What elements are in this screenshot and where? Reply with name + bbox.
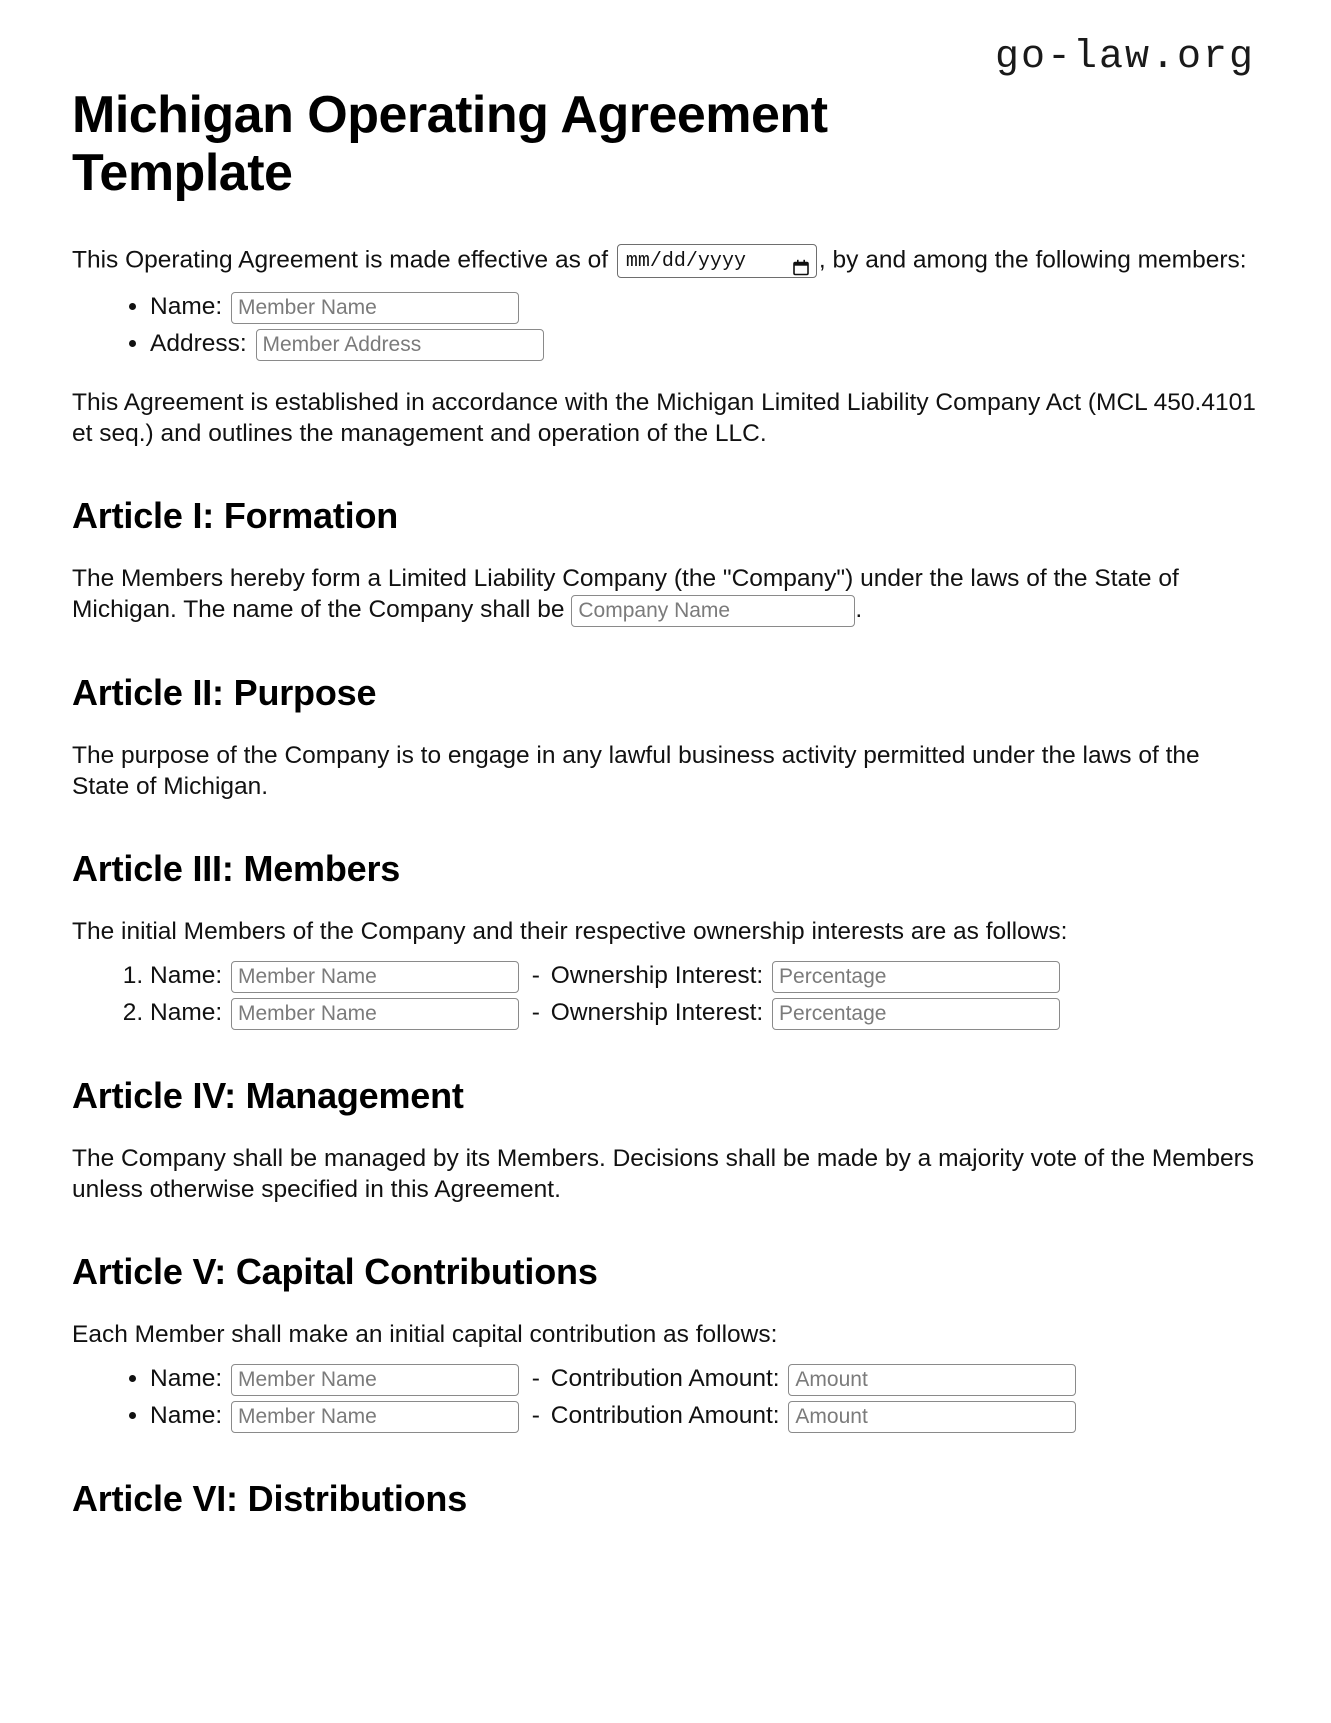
ownership-interest-input[interactable] (772, 961, 1060, 993)
member-name-input[interactable] (231, 961, 519, 993)
row-separator: - (531, 962, 540, 990)
ownership-interest-label: Ownership Interest: (550, 999, 764, 1027)
member-name-label: Name: (150, 1402, 223, 1430)
member-name-input[interactable] (231, 998, 519, 1030)
row-separator: - (531, 1365, 540, 1393)
row-separator: - (531, 1402, 540, 1430)
list-item (150, 996, 1259, 1030)
contribution-amount-input[interactable] (788, 1364, 1076, 1396)
article-v-contribution-list (72, 1362, 1259, 1433)
row-separator: - (531, 999, 540, 1027)
member-name-input[interactable] (231, 1364, 519, 1396)
list-item (150, 290, 1259, 324)
article-i-paragraph (72, 563, 1259, 627)
heading-article-ii: Article II: Purpose (72, 671, 377, 713)
list-item (150, 1399, 1259, 1433)
article-v-paragraph: Each Member shall make an initial capital contribution as follows: (72, 1321, 778, 1348)
company-name-input[interactable] (571, 595, 855, 627)
heading-article-iii: Article III: Members (72, 847, 401, 889)
accordance-paragraph: This Agreement is established in accordance with the Michigan Limited Liability Company Act (MCL 450.4101 et seq.) and outlines the management and operation of the LLC. (72, 389, 1256, 448)
ownership-interest-label: Ownership Interest: (550, 962, 764, 990)
page-title: Michigan Operating Agreement Template (72, 86, 828, 203)
heading-article-i: Article I: Formation (72, 494, 399, 536)
effective-date-input[interactable] (617, 244, 817, 278)
site-watermark: go-law.org (994, 35, 1255, 80)
list-item (150, 1362, 1259, 1396)
calendar-icon[interactable] (793, 253, 809, 270)
intro-paragraph (72, 244, 1259, 278)
article-iii-paragraph: The initial Members of the Company and their respective ownership interests are as follows: (72, 917, 1068, 945)
heading-article-v: Article V: Capital Contributions (72, 1250, 598, 1292)
member-name-label: Name: (150, 962, 223, 990)
page-bottom-spacer (72, 1520, 1259, 1640)
member-name-input[interactable] (231, 292, 519, 324)
list-item (150, 959, 1259, 993)
contribution-amount-input[interactable] (788, 1401, 1076, 1433)
heading-article-vi: Article VI: Distributions (72, 1477, 468, 1519)
intro-member-list (72, 290, 1259, 361)
article-ii-paragraph: The purpose of the Company is to engage in any lawful business activity permitted under the laws of the State of Michigan. (72, 742, 1200, 801)
contribution-amount-label: Contribution Amount: (550, 1365, 780, 1393)
member-name-label: Name: (150, 999, 223, 1027)
heading-article-iv: Article IV: Management (72, 1074, 464, 1116)
member-name-label: Name: (150, 1365, 223, 1393)
member-name-label: Name: (150, 293, 223, 321)
article-i-text-before-input: The Members hereby form a Limited Liability Company (the "Company") under the laws of the State of Michigan. The name of the Company shall be (72, 564, 1179, 624)
member-name-input[interactable] (231, 1401, 519, 1433)
article-i-text-after-input: . (855, 596, 863, 624)
contribution-amount-label: Contribution Amount: (550, 1402, 780, 1430)
article-iv-paragraph: The Company shall be managed by its Members. Decisions shall be made by a majority vote of the Members unless otherwise specified in this Agreement. (72, 1145, 1254, 1204)
article-iii-member-list (72, 959, 1259, 1030)
intro-text-before-date: This Operating Agreement is made effective as of (72, 246, 609, 274)
member-address-input[interactable] (256, 329, 544, 361)
ownership-interest-input[interactable] (772, 998, 1060, 1030)
intro-text-after-date: , by and among the following members: (818, 246, 1247, 274)
list-item (150, 327, 1259, 361)
date-placeholder-text: mm/dd/yyyy (625, 249, 746, 273)
member-address-label: Address: (150, 330, 247, 358)
